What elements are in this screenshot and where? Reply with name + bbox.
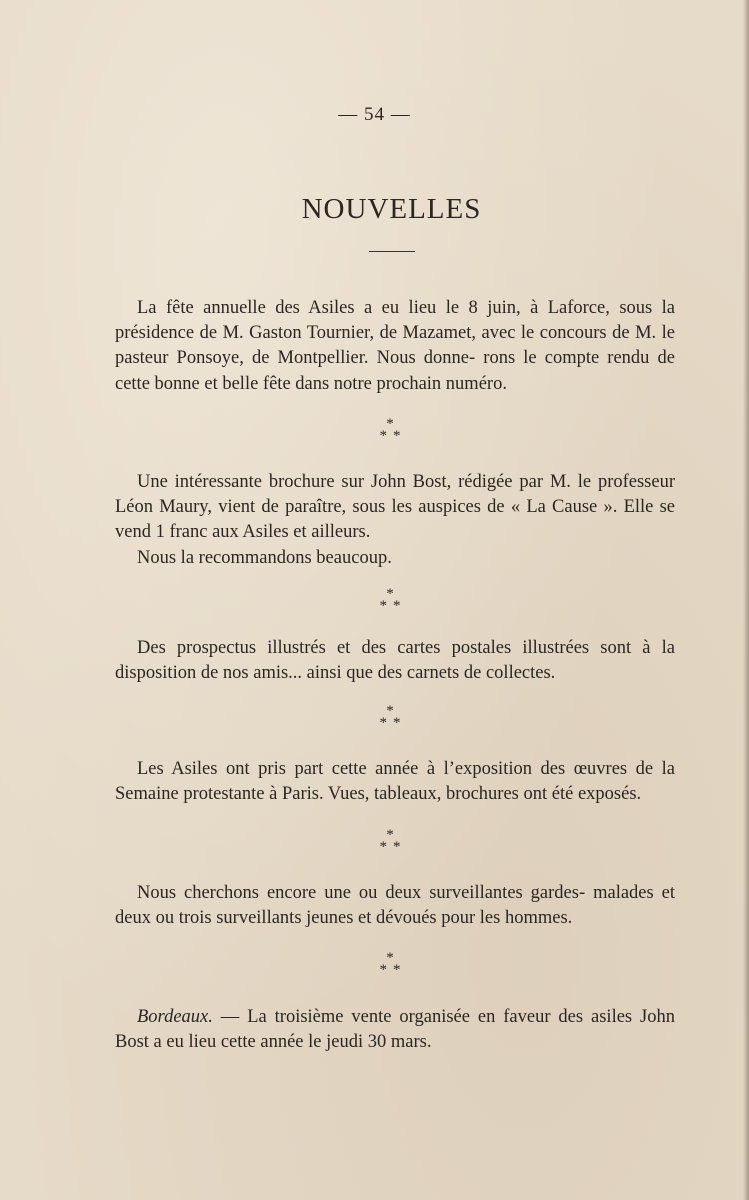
- paragraph-fete-annuelle: [115, 296, 675, 397]
- asterism-bottom: **: [379, 962, 407, 978]
- paragraph-line: malades et deux ou trois surveillants jeunes et dévoués pour les: [115, 883, 676, 929]
- title-rule: [369, 251, 415, 252]
- paragraph-line: Les Asiles ont pris part cette année à l’exposition des œuvres: [137, 759, 628, 779]
- paragraph-line: Nous cherchons encore une ou deux surveillantes gardes-: [137, 883, 586, 903]
- paragraph-line: asiles John Bost a eu lieu cette année le jeudi 30 mars.: [115, 1007, 675, 1053]
- paragraph-line: rons le compte rendu de cette bonne et belle fête dans notre: [115, 348, 676, 394]
- asterism-separator: [370, 588, 410, 618]
- asterism-separator: [370, 705, 410, 735]
- paragraph-brochure: [115, 470, 675, 571]
- page-edge-shadow: [743, 0, 749, 1200]
- paragraph-line: — La troisième vente organisée en faveur des: [212, 1007, 584, 1027]
- paragraph-line: Une intéressante brochure sur John Bost, rédigée par M. le: [137, 472, 592, 492]
- page-number: — 54 —: [338, 104, 411, 125]
- paragraph-line: Nous la recommandons beaucoup.: [137, 547, 392, 568]
- paragraph-line: La fête annuelle des Asiles a eu lieu le 8 juin, à Laforce,: [137, 298, 610, 318]
- paragraph-line: « La Cause ». Elle se vend 1 franc aux Asiles et ailleurs.: [115, 497, 675, 543]
- asterism-separator: [370, 829, 410, 859]
- place-name: Bordeaux.: [137, 1007, 213, 1027]
- paragraph-line: concours de M. le pasteur Ponsoye, de Montpellier. Nous donne-: [115, 323, 676, 369]
- asterism-bottom: **: [379, 715, 407, 731]
- paragraph-bordeaux: [115, 1005, 675, 1055]
- paragraph-line: de la Semaine protestante à Paris. Vues, tableaux, brochures ont: [115, 759, 675, 805]
- paragraph-line: hommes.: [504, 908, 573, 929]
- asterism-separator: [370, 952, 410, 982]
- asterism-bottom: **: [379, 598, 407, 614]
- asterism-separator: [370, 418, 410, 448]
- paragraph-surveillantes: [115, 881, 675, 931]
- asterism-top: *: [386, 827, 394, 843]
- asterism-bottom: **: [379, 428, 407, 444]
- asterism-top: *: [386, 703, 394, 719]
- paragraph-line: Des prospectus illustrés et des cartes postales illustrées sont à: [137, 638, 651, 658]
- asterism-top: *: [386, 950, 394, 966]
- section-title: NOUVELLES: [301, 193, 482, 225]
- asterism-top: *: [386, 586, 394, 602]
- paragraph-prospectus: [115, 636, 675, 686]
- paragraph-line: prochain numéro.: [376, 373, 507, 394]
- paragraph-exposition: [115, 757, 675, 807]
- asterism-bottom: **: [379, 839, 407, 855]
- paragraph-line: la disposition de nos amis... ainsi que des carnets de collectes.: [115, 638, 676, 684]
- paragraph-line: sous la présidence de M. Gaston Tournier, de Mazamet, avec le: [115, 298, 676, 344]
- asterism-top: *: [386, 416, 394, 432]
- paragraph-line: été exposés.: [551, 784, 642, 805]
- paragraph-line: professeur Léon Maury, vient de paraître, sous les auspices de: [115, 472, 676, 518]
